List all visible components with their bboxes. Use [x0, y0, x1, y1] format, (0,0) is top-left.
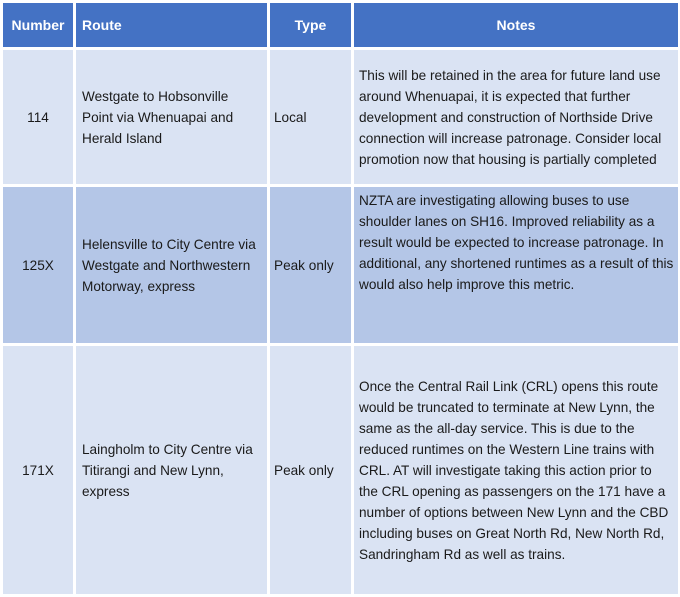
route-number: 114 — [27, 109, 49, 125]
table-row-125x-number — [3, 187, 73, 343]
table-row-114-notes — [354, 50, 678, 184]
header-route — [76, 3, 267, 47]
table-row-171x-route — [76, 346, 267, 594]
table-row-114-type — [270, 50, 351, 184]
table-row-125x-notes — [354, 187, 678, 343]
route-description: Laingholm to City Centre via Titirangi and New Lynn, express — [82, 441, 253, 499]
header-type-label: Type — [294, 16, 327, 33]
table-row-171x-type — [270, 346, 351, 594]
route-notes: This will be retained in the area for future land use around Whenuapai, it is expected that further development and construction of Northside Drive connection will increase patronage. Consider local promotion now that housing is partially completed — [359, 67, 662, 167]
route-description: Helensville to City Centre via Westgate and Northwestern Motorway, express — [82, 236, 256, 294]
table-row-171x-notes — [354, 346, 678, 594]
table-row-171x-number — [3, 346, 73, 594]
route-type: Peak only — [274, 257, 334, 273]
route-notes: NZTA are investigating allowing buses to use shoulder lanes on SH16. Improved reliability as a result would be expected to increase patronage. In additional, any shortened runtimes as a result of this would also help improve this metric. — [359, 193, 674, 292]
table-row-114-number — [3, 50, 73, 184]
table-row-125x-type — [270, 187, 351, 343]
table-row-114-route — [76, 50, 267, 184]
header-notes-label: Notes — [496, 16, 536, 33]
route-description: Westgate to Hobsonville Point via Whenuapai and Herald Island — [82, 88, 234, 146]
route-number: 171X — [22, 462, 54, 478]
route-number: 125X — [22, 257, 54, 273]
header-number-label: Number — [11, 16, 65, 33]
header-type — [270, 3, 351, 47]
table-row-125x-route — [76, 187, 267, 343]
route-notes: Once the Central Rail Link (CRL) opens this route would be truncated to terminate at New Lynn, the same as the all-day service. This is due to the reduced runtimes on the Western Line trains with CRL. AT will investigate taking this action prior to the CRL opening as passengers on the 171 have a number of options between New Lynn and the CBD including buses on Great North Rd, New North Rd, Sandringham Rd as well as trains. — [359, 378, 669, 562]
route-type: Peak only — [274, 462, 334, 478]
header-number — [3, 3, 73, 47]
header-route-label: Route — [82, 16, 122, 33]
route-type: Local — [274, 109, 307, 125]
header-notes — [354, 3, 678, 47]
